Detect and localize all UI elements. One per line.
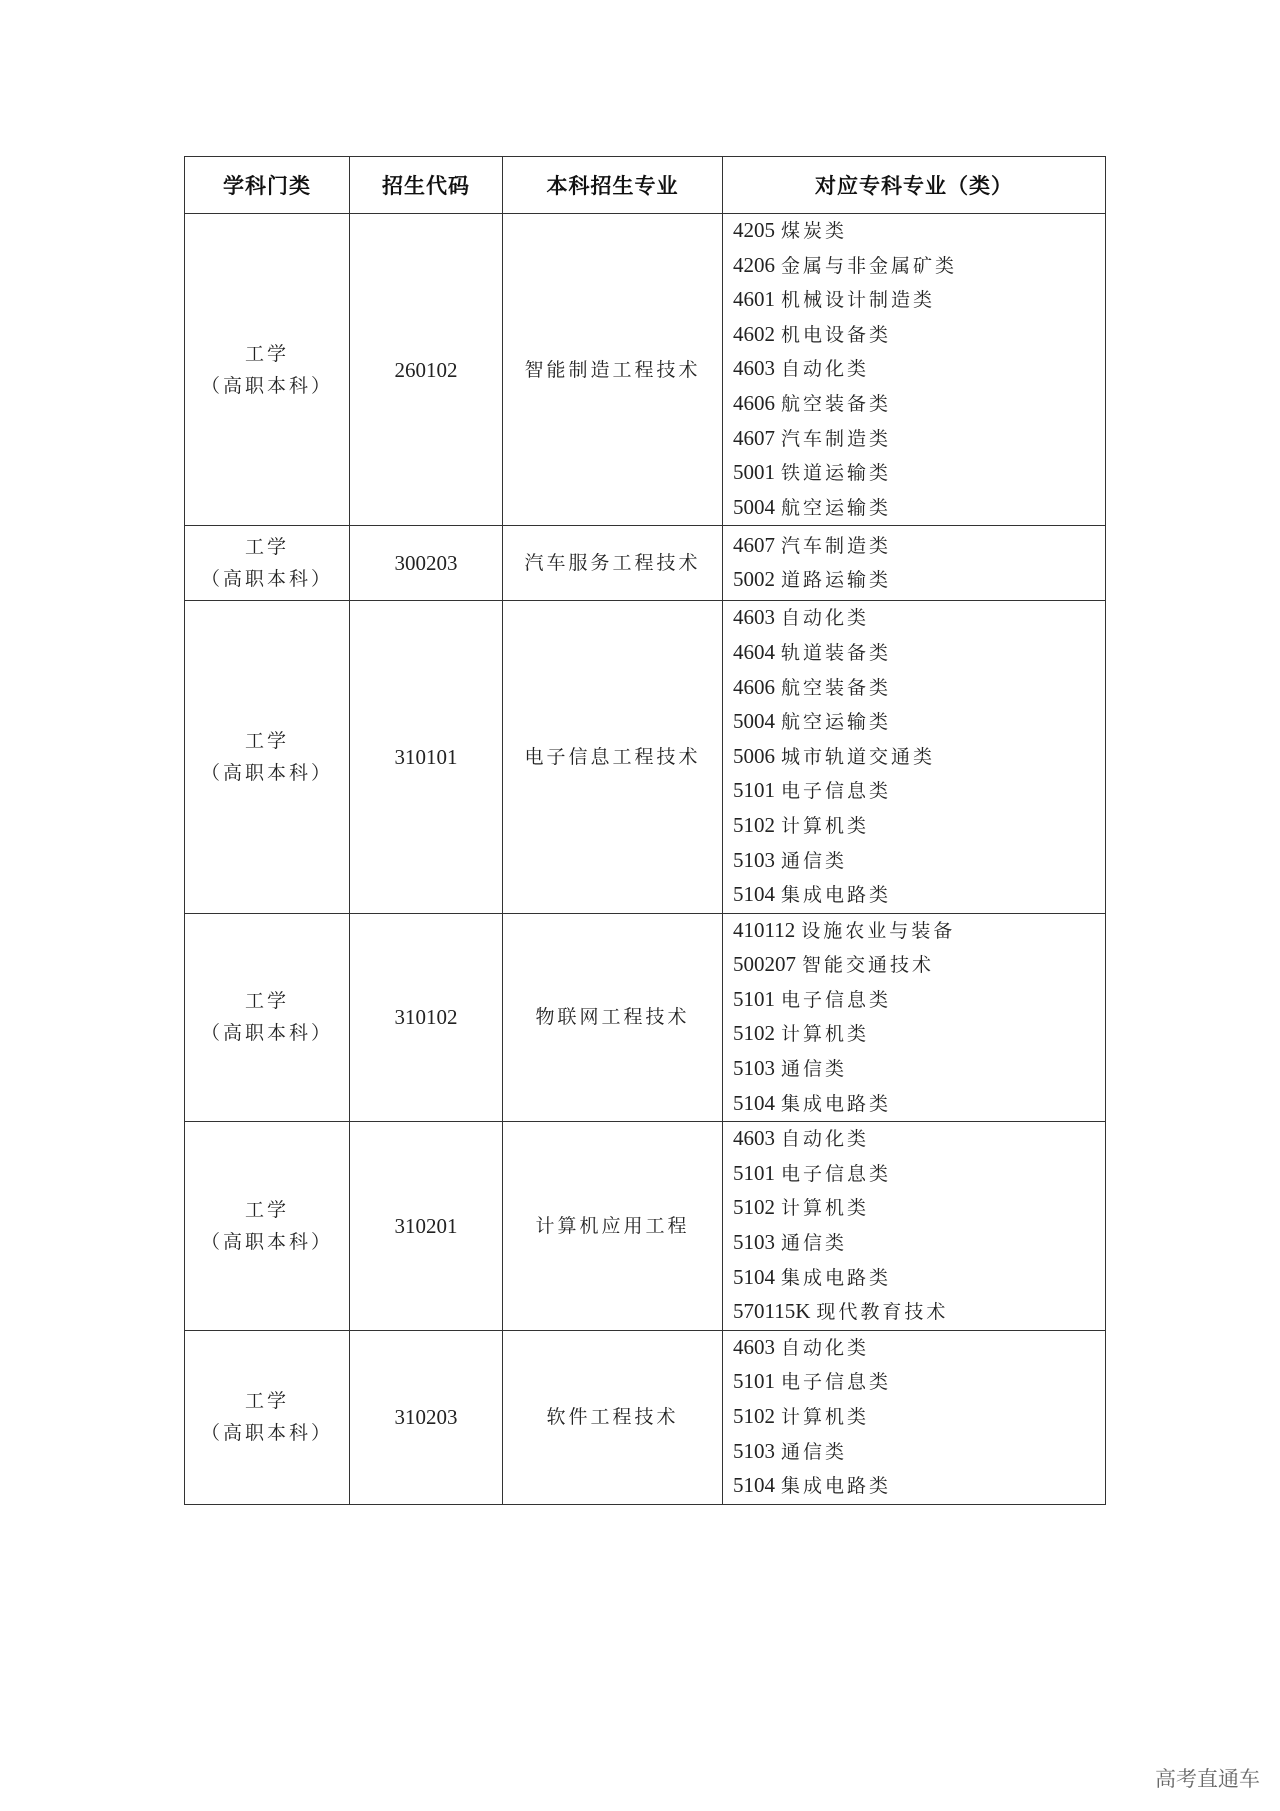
category-sub: （高职本科） [200,568,333,591]
related-cell [723,1122,1106,1331]
related-code: 4606 [733,390,775,415]
code-cell: 310101 [350,601,503,913]
related-name: 集成电路类 [781,1092,892,1115]
category-cell [185,526,350,601]
related-code: 5101 [733,986,775,1011]
table-row [185,601,1106,913]
related-cell [723,1330,1106,1504]
related-name: 通信类 [781,1232,848,1255]
related-item [733,705,1105,740]
related-code: 4603 [733,356,775,381]
related-code: 4603 [733,605,775,630]
related-code: 5004 [733,709,775,734]
related-item [733,671,1105,706]
related-item [733,1157,1105,1192]
major-cell: 电子信息工程技术 [503,601,723,913]
related-name: 通信类 [781,849,848,872]
related-item [733,1052,1105,1087]
related-code: 5101 [733,1369,775,1394]
related-item [733,878,1105,913]
related-cell [723,601,1106,913]
related-code: 500207 [733,952,796,977]
related-name: 金属与非金属矿类 [781,254,958,277]
related-item [733,1122,1105,1157]
related-item [733,491,1105,526]
related-item [733,1295,1105,1330]
related-item [733,249,1105,284]
related-item [733,283,1105,318]
major-cell: 计算机应用工程 [503,1122,723,1331]
related-item [733,352,1105,387]
related-code: 5001 [733,460,775,485]
related-code: 5004 [733,494,775,519]
related-name: 汽车制造类 [781,534,892,557]
related-name: 自动化类 [781,1128,870,1151]
related-code: 4205 [733,218,775,242]
related-name: 航空运输类 [781,496,892,519]
category: 工学 [244,1390,289,1413]
related-name: 轨道装备类 [781,641,892,664]
related-name: 航空运输类 [781,711,892,734]
related-item [733,422,1105,457]
related-code: 410112 [733,917,796,942]
table-header-row [185,157,1106,214]
related-item [733,740,1105,775]
related-name: 铁道运输类 [781,462,892,485]
related-item [733,456,1105,491]
related-name: 通信类 [781,1440,848,1463]
related-name: 集成电路类 [781,884,892,907]
related-code: 5002 [733,567,775,592]
related-name: 计算机类 [781,1406,870,1428]
category-sub: （高职本科） [200,762,333,785]
related-name: 集成电路类 [781,1475,892,1498]
related-name: 电子信息类 [781,1371,892,1394]
category-sub: （高职本科） [200,1022,333,1045]
related-item [733,983,1105,1018]
related-name: 航空装备类 [781,392,892,415]
related-item [733,1017,1105,1052]
related-code: 4606 [733,674,775,699]
related-name: 机电设备类 [781,323,892,346]
related-code: 5102 [733,812,775,837]
related-code: 5101 [733,1160,775,1185]
related-name: 道路运输类 [781,569,892,592]
related-code: 5103 [733,1438,775,1463]
related-code: 4607 [733,532,775,557]
table-row [185,214,1106,526]
category-cell [185,1122,350,1331]
related-name: 城市轨道交通类 [781,745,936,768]
related-name: 计算机类 [781,1023,870,1046]
table-row [185,1122,1106,1331]
category: 工学 [244,1199,289,1222]
related-code: 5104 [733,1264,775,1289]
header-code: 招生代码 [350,157,503,214]
category-cell [185,601,350,913]
category-cell [185,214,350,526]
related-code: 5102 [733,1404,775,1428]
related-item [733,1261,1105,1296]
category: 工学 [244,342,289,365]
related-name: 集成电路类 [781,1266,892,1289]
category: 工学 [244,730,289,753]
related-code: 5101 [733,778,775,803]
code-cell: 310201 [350,1122,503,1331]
related-item [733,914,1105,949]
related-name: 电子信息类 [781,1162,892,1185]
related-item [733,1191,1105,1226]
category-cell [185,913,350,1122]
watermark: 高考直通车 [1155,1767,1260,1791]
related-code: 4603 [733,1334,775,1359]
related-cell [723,526,1106,601]
related-name: 计算机类 [781,1197,870,1220]
related-name: 自动化类 [781,1336,870,1359]
related-code: 5103 [733,1056,775,1081]
related-name: 机械设计制造类 [781,289,936,312]
related-item [733,1331,1105,1366]
related-item [733,1400,1105,1435]
related-name: 通信类 [781,1058,848,1081]
related-code: 4206 [733,252,775,277]
related-name: 汽车制造类 [781,427,892,450]
related-item [733,844,1105,879]
major-cell: 汽车服务工程技术 [503,526,723,601]
related-name: 自动化类 [781,358,870,381]
category-cell [185,1330,350,1504]
related-code: 4607 [733,425,775,450]
related-name: 计算机类 [781,814,870,837]
related-name: 航空装备类 [781,676,892,699]
category-sub: （高职本科） [200,1231,333,1254]
major-cell: 物联网工程技术 [503,913,723,1122]
related-item [733,1469,1105,1504]
related-code: 5006 [733,743,775,768]
related-name: 自动化类 [781,607,870,630]
related-code: 5103 [733,1230,775,1255]
related-name: 现代教育技术 [816,1301,949,1324]
table-row [185,913,1106,1122]
code-cell: 310203 [350,1330,503,1504]
header-major: 本科招生专业 [503,157,723,214]
related-code: 5104 [733,882,775,907]
category: 工学 [244,536,289,559]
major-cell: 智能制造工程技术 [503,214,723,526]
related-name: 智能交通技术 [802,954,935,977]
related-name: 电子信息类 [781,988,892,1011]
related-cell [723,913,1106,1122]
related-code: 5104 [733,1473,775,1498]
related-code: 5104 [733,1090,775,1115]
related-item [733,563,1105,598]
related-item [733,1435,1105,1470]
related-cell [723,214,1106,526]
header-related: 对应专科专业（类） [723,157,1106,214]
category-sub: （高职本科） [200,374,333,397]
related-item [733,1087,1105,1122]
major-cell: 软件工程技术 [503,1330,723,1504]
code-cell: 310102 [350,913,503,1122]
category-sub: （高职本科） [200,1422,333,1445]
related-item [733,1226,1105,1261]
related-item [733,948,1105,983]
code-cell: 300203 [350,526,503,601]
related-name: 电子信息类 [781,780,892,803]
related-item [733,387,1105,422]
code-cell: 260102 [350,214,503,526]
related-name: 设施农业与装备 [801,919,956,942]
category: 工学 [244,990,289,1013]
related-code: 5102 [733,1021,775,1046]
related-item [733,529,1105,564]
related-code: 5103 [733,847,775,872]
related-item [733,214,1105,249]
related-item [733,809,1105,844]
related-code: 4601 [733,287,775,312]
related-item [733,1365,1105,1400]
related-code: 570115K [733,1299,811,1324]
related-code: 4603 [733,1126,775,1151]
majors-table [184,156,1106,1505]
related-name: 煤炭类 [781,220,848,242]
table-row [185,1330,1106,1504]
related-code: 5102 [733,1195,775,1220]
related-code: 4602 [733,321,775,346]
related-code: 4604 [733,639,775,664]
related-item [733,318,1105,353]
table-row [185,526,1106,601]
related-item [733,601,1105,636]
header-category: 学科门类 [185,157,350,214]
related-item [733,774,1105,809]
related-item [733,636,1105,671]
